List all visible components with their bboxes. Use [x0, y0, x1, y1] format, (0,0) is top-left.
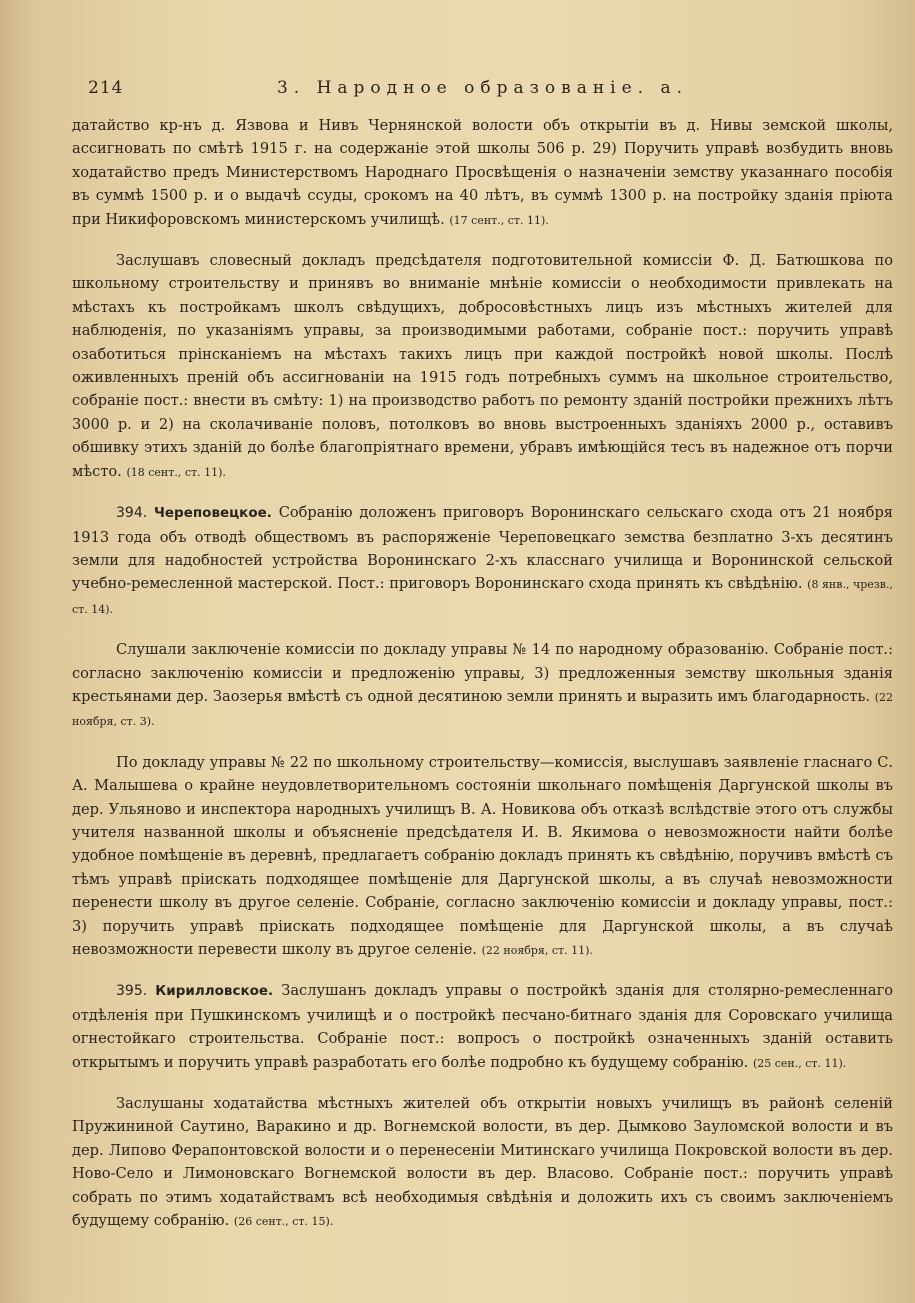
citation-ref: (22 ноября, ст. 3).	[72, 690, 894, 729]
page-number: 214	[88, 78, 124, 98]
section-number: 394.	[116, 505, 148, 522]
page-header	[72, 72, 893, 106]
section-heading: Кирилловское.	[155, 983, 274, 1000]
citation-ref: (18 сент., ст. 11).	[126, 465, 226, 479]
paragraph	[72, 751, 893, 963]
section-paragraph	[72, 501, 893, 621]
section-paragraph	[72, 979, 893, 1075]
paragraph-text: Заслушаны ходатайства мѣстныхъ жителей объ открытіи новыхъ училищъ въ районѣ селеній Пружининой Саутино, Варакино и др. Вогнемской волости, въ дер. Дымково Зауломской волости и въ дер. Липово Ферапонтовской волости и о перенесеніи Митинскаго училища Покровской волости въ дер. Ново-Село и Лимоновскаго Вогнемской волости въ дер. Власово. Собраніе пост.: поручить управѣ собрать по этимъ ходатайствамъ всѣ необходимыя свѣдѣнія и доложить ихъ съ своимъ заключеніемъ будущему собранію.	[72, 1095, 893, 1230]
paragraph-text: Слушали заключеніе комиссіи по докладу управы № 14 по народному образованію. Собраніе пост.: согласно заключенію комиссіи и предложенію управы, 3) предложенныя земству школьныя зданія крестьянами дер. Заозерья вмѣстѣ съ одной десятиною земли принять и выразить имъ благодарность.	[72, 641, 893, 705]
section-number: 395.	[116, 983, 148, 1000]
section-heading: Череповецкое.	[153, 505, 272, 522]
paragraph	[72, 1092, 893, 1233]
citation-ref: (26 сент., ст. 15).	[233, 1215, 334, 1229]
paragraph-text: датайство кр-нъ д. Язвова и Нивъ Чернянской волости объ открытіи въ д. Нивы земской школы, ассигновать по смѣтѣ 1915 г. на содержаніе этой школы 506 р. 29) Поручить управѣ возбудить вновь ходатайство предъ Министерствомъ Народнаго Просвѣщенія о назначеніи земству указаннаго пособія въ суммѣ 1500 р. и о выдачѣ ссуды, срокомъ на 40 лѣтъ, въ суммѣ 1300 р. на постройку зданія пріюта при Никифоровскомъ министерскомъ училищѣ.	[72, 117, 893, 228]
citation-ref: (17 сент., ст. 11).	[449, 213, 549, 227]
citation-ref: (8 янв., чрезв., ст. 14).	[72, 578, 893, 616]
paragraph-text: Заслушанъ докладъ управы о постройкѣ зданія для столярно-ремесленнаго отдѣленія при Пушкинскомъ училищѣ и о постройкѣ песчано-битнаго зданія для Соровскаго училища огнестойкаго строительства. Собраніе пост.: вопросъ о постройкѣ означенныхъ зданій оставить открытымъ и поручить управѣ разработать его болѣе подробно къ будущему собранію.	[72, 982, 894, 1071]
paragraph	[72, 249, 893, 484]
paragraph-text: По докладу управы № 22 по школьному строительству—комиссія, выслушавъ заявленіе гласнаго С. А. Малышева о крайне неудовлетворительномъ состояніи школьнаго помѣщенія Даргунской школы въ дер. Ульяново и инспектора народныхъ училищъ В. А. Новикова объ отказѣ вслѣдствіе этого отъ службы учителя названной школы и объясненіе предсѣдателя И. В. Якимова о невозможности найти болѣе удобное помѣщеніе въ деревнѣ, предлагаетъ собранію докладъ принять къ свѣдѣнію, поручивъ вмѣстѣ съ тѣмъ управѣ пріискать подходящее помѣщеніе для Даргунской школы, а въ случаѣ невозможности перенести школу въ другое селеніе. Собраніе, согласно заключенію комиссіи и докладу управы, пост.: 3) поручить управѣ пріискать подходящее помѣщеніе для Даргунской школы, а въ случаѣ невозможности перевести школу въ другое селеніе.	[72, 753, 893, 958]
paragraph-text: Заслушавъ словесный докладъ предсѣдателя подготовительной комиссіи Ф. Д. Батюшкова по школьному строительству и принявъ во вниманіе мнѣніе комиссіи о необходимости привлекать на мѣстахъ къ постройкамъ школъ свѣдущихъ, добросовѣстныхъ лицъ изъ мѣстныхъ жителей для наблюденія, по указаніямъ управы, за производимыми работами, собраніе пост.: поручить управѣ озаботиться прінсканіемъ на мѣстахъ такихъ лицъ при каждой постройкѣ новой школы. Послѣ оживленныхъ преній объ ассигнованіи на 1915 годъ потребныхъ суммъ на школьное строительство, собраніе пост.: внести въ смѣту: 1) на производство работъ по ремонту зданій постройки прежнихъ лѣтъ 3000 р. и 2) на сколачиваніе половъ, потолковъ во вновь выстроенныхъ зданіяхъ 2000 р., оставивъ обшивку этихъ зданій до болѣе благопріятнаго времени, убравъ имѣющійся тесъ въ надежное отъ порчи мѣсто.	[72, 252, 893, 480]
citation-ref: (25 сен., ст. 11).	[752, 1056, 847, 1070]
paragraph	[72, 638, 893, 734]
paragraph-continuation	[72, 114, 893, 232]
paragraph-text: Собранію доложенъ приговоръ Воронинскаго сельскаго схода отъ 21 ноября 1913 года объ отводѣ обществомъ въ распоряженіе Череповецкаго земства безплатно 3-хъ десятинъ земли для надобностей устройства Воронинскаго 2-хъ класснаго училища и Воронинской сельской учебно-ремесленной мастерской. Пост.: приговоръ Воронинскаго схода принять къ свѣдѣнію.	[72, 504, 893, 593]
citation-ref: (22 ноября, ст. 11).	[481, 944, 593, 957]
running-title: 3. Народное образованіе. а.	[276, 78, 689, 98]
